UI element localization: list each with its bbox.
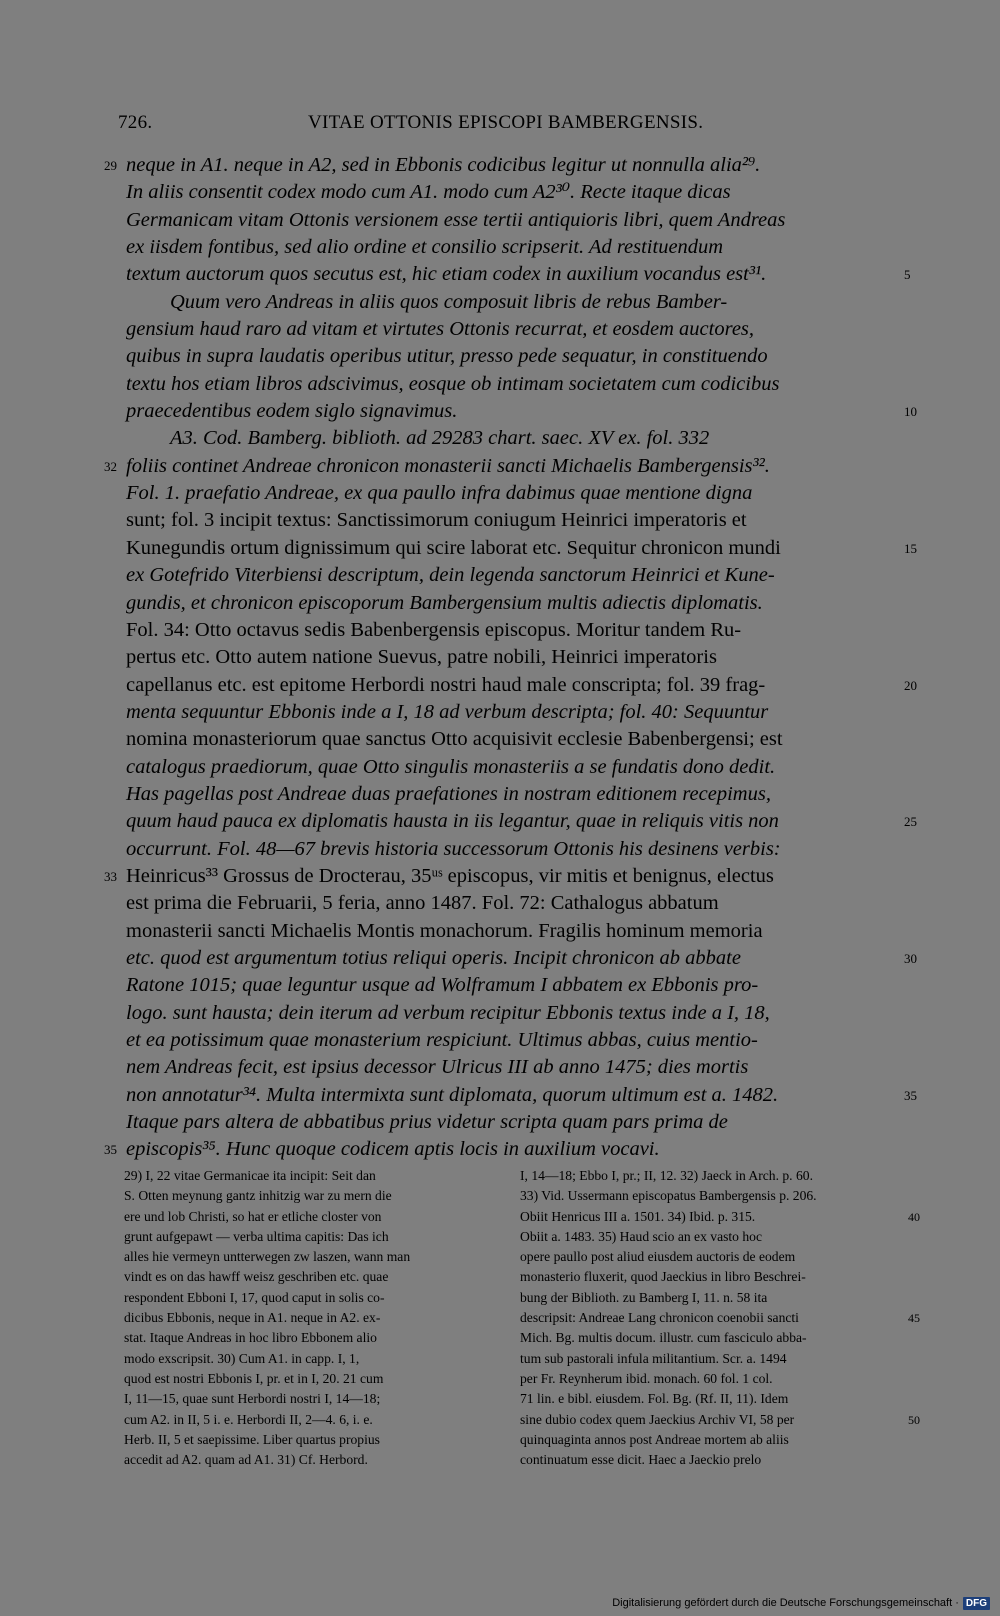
text-line-content: catalogus praediorum, quae Otto singulis monasteriis a se fundatis dono dedit. (126, 755, 776, 778)
dfg-logo: DFG (963, 1597, 990, 1610)
footnote-line: modo exscripsit. 30) Cum A1. in capp. I, 1, (124, 1350, 360, 1366)
text-line (126, 617, 900, 644)
footer-credit: Digitalisierung gefördert durch die Deutsche Forschungsgemeinschaft · (612, 1597, 959, 1609)
text-line-content: quum haud pauca ex diplomatis hausta in iis legantur, quae in reliquis vitis non (126, 810, 779, 833)
footnote-line: monasterio fluxerit, quod Jaeckius in libro Beschrei- (520, 1269, 806, 1285)
text-line (126, 562, 900, 589)
text-line (126, 1054, 900, 1081)
text-line-content: A3. Cod. Bamberg. biblioth. ad 29283 chart. saec. XV ex. fol. 332 (170, 427, 710, 450)
text-line-content: etc. quod est argumentum totius reliqui operis. Incipit chronicon ab abbate (126, 946, 741, 969)
footnote-line: cum A2. in II, 5 i. e. Herbordi II, 2—4. 6, i. e. (124, 1411, 373, 1427)
line-number: 10 (904, 404, 917, 420)
text-line-content: est prima die Februarii, 5 feria, anno 1487. Fol. 72: Cathalogus abbatum (126, 892, 719, 915)
text-line (126, 890, 900, 917)
text-line-content: sunt; fol. 3 incipit textus: Sanctissimorum coniugum Heinrici imperatoris et (126, 509, 747, 532)
footnote-line: continuatum esse dicit. Haec a Jaeckio prelo (520, 1452, 762, 1468)
text-line-content: occurrunt. Fol. 48—67 brevis historia successorum Ottonis his desinens verbis: (126, 837, 781, 860)
line-number: 35 (904, 1087, 917, 1103)
text-line (126, 972, 900, 999)
footnote-line: vindt es on das hawff weisz geschriben etc. quae (124, 1269, 389, 1285)
footnote-line: opere paullo post aliud eiusdem auctoris de eodem (520, 1249, 796, 1265)
text-line (126, 234, 900, 261)
text-line (126, 261, 911, 288)
text-line-content: et ea potissimum quae monasterium respiciunt. Ultimus abbas, cuius mentio- (126, 1029, 758, 1051)
margin-note-ref: 32 (104, 458, 117, 474)
footnotes-left-column (124, 1166, 504, 1470)
text-line (126, 425, 900, 452)
text-line (126, 945, 917, 972)
line-number: 30 (904, 950, 917, 966)
text-line-content: gundis, et chronicon episcoporum Bambergensium multis adiectis diplomatis. (126, 591, 763, 614)
text-line (126, 316, 900, 343)
footnote-line: dicibus Ebbonis, neque in A1. neque in A2. ex- (124, 1310, 381, 1326)
text-line-content: Heinricus³³ Grossus de Drocterau, 35ᵘˢ episcopus, vir mitis et benignus, electus (126, 864, 774, 887)
text-line (126, 781, 900, 808)
footnote-line-number: 45 (908, 1311, 920, 1326)
footnotes (124, 1166, 920, 1476)
text-line (126, 1109, 900, 1136)
text-line (126, 1082, 917, 1109)
text-line-content: foliis continet Andreae chronicon monasterii sancti Michaelis Bambergensis³². (126, 454, 770, 477)
text-line (126, 699, 900, 726)
margin-note-ref: 35 (104, 1142, 117, 1158)
text-line (126, 918, 900, 945)
footnote-line: descripsit: Andreae Lang chronicon coenobii sancti (520, 1310, 799, 1326)
text-line-content: Has pagellas post Andreae duas praefationes in nostram editionem recepimus, (126, 782, 771, 805)
text-line (126, 343, 900, 370)
footnote-line: Herb. II, 5 et saepissime. Liber quartus propius (124, 1431, 380, 1447)
footnote-line-number: 40 (908, 1209, 920, 1224)
line-number: 5 (904, 267, 911, 283)
footnote-line: alles hie vermeyn untterwegen zw laszen, wann man (124, 1249, 411, 1265)
text-line-content: Ratone 1015; quae leguntur usque ad Wolframum I abbatem ex Ebbonis pro- (126, 974, 759, 997)
text-line (126, 207, 900, 234)
text-line-content: Quum vero Andreas in aliis quos composuit libris de rebus Bamber- (170, 290, 728, 313)
text-line (126, 507, 900, 534)
footnote-line: sine dubio codex quem Jaeckius Archiv VI, 58 per (520, 1411, 795, 1427)
footnote-line: quinquaginta annos post Andreae mortem ab aliis (520, 1431, 789, 1447)
footnote-line: Obiit Henricus III a. 1501. 34) Ibid. p. 315. (520, 1208, 756, 1224)
page-number: 726. (118, 112, 153, 133)
text-line-content: textu hos etiam libros adscivimus, eosque ob intimam societatem cum codicibus (126, 372, 780, 395)
line-number: 25 (904, 814, 917, 830)
text-line-content: quibus in supra laudatis operibus utitur, presso pede sequatur, in constituendo (126, 345, 768, 368)
text-line-content: ex Gotefrido Viterbiensi descriptum, dein legenda sanctorum Heinrici et Kune- (126, 564, 775, 587)
text-line-content: neque in A1. neque in A2, sed in Ebbonis codicibus legitur ut nonnulla alia²⁹. (126, 154, 761, 176)
text-line (126, 1027, 900, 1054)
footnote-line: quod est nostri Ebbonis I, pr. et in I, 20. 21 cum (124, 1370, 384, 1386)
footnote-line: grunt aufgepawt — verba ultima capitis: Das ich (124, 1228, 389, 1244)
footnote-line: 33) Vid. Ussermann episcopatus Bambergensis p. 206. (520, 1188, 817, 1204)
footnote-line: bung der Biblioth. zu Bamberg I, 11. n. 58 ita (520, 1289, 768, 1305)
footnote-line: I, 14—18; Ebbo I, pr.; II, 12. 32) Jaeck in Arch. p. 60. (520, 1168, 813, 1183)
text-line-content: textum auctorum quos secutus est, hic etiam codex in auxilium vocandus est³¹. (126, 263, 767, 286)
text-line (126, 289, 900, 316)
footnote-line: S. Otten meynung gantz inhitzig war zu mern die (124, 1188, 392, 1204)
line-number: 20 (904, 677, 917, 693)
text-line (126, 754, 900, 781)
footnote-line: ere und lob Christi, so hat er etliche closter von (124, 1208, 382, 1224)
text-line (126, 179, 900, 206)
text-line (126, 535, 917, 562)
footnote-line: stat. Itaque Andreas in hoc libro Ebbonem alio (124, 1330, 377, 1346)
text-line-content: non annotatur³⁴. Multa intermixta sunt diplomata, quorum ultimum est a. 1482. (126, 1083, 779, 1106)
margin-note-ref: 29 (104, 158, 117, 173)
footnote-line: per Fr. Reynherum ibid. monach. 60 fol. 1 col. (520, 1370, 773, 1386)
text-line (126, 836, 900, 863)
text-line (126, 1000, 900, 1027)
text-line-content: ex iisdem fontibus, sed alio ordine et consilio scripserit. Ad restituendum (126, 236, 724, 259)
text-line-content: episcopis³⁵. Hunc quoque codicem aptis locis in auxilium vocavi. (126, 1138, 660, 1161)
running-header (118, 112, 900, 140)
text-line-content: menta sequuntur Ebbonis inde a I, 18 ad verbum descripta; fol. 40: Sequuntur (126, 700, 769, 723)
footnote-line: respondent Ebboni I, 17, quod caput in solis co- (124, 1289, 385, 1305)
text-line-content: gensium haud raro ad vitam et virtutes Ottonis recurrat, et eosdem auctores, (126, 318, 755, 341)
text-line (126, 644, 900, 671)
text-line (104, 863, 900, 890)
text-line-content: capellanus etc. est epitome Herbordi nostri haud male conscripta; fol. 39 frag- (126, 673, 766, 696)
running-title: VITAE OTTONIS EPISCOPI BAMBERGENSIS. (308, 112, 704, 133)
footnotes-right-column (520, 1166, 900, 1470)
footnote-line: accedit ad A2. quam ad A1. 31) Cf. Herbord. (124, 1452, 368, 1468)
text-line (126, 371, 900, 398)
text-line-content: Itaque pars altera de abbatibus prius videtur scripta quam pars prima de (126, 1111, 728, 1134)
text-line-content: nomina monasteriorum quae sanctus Otto acquisivit ecclesie Babenbergensi; est (126, 728, 783, 751)
margin-note-ref: 33 (104, 868, 117, 884)
text-line-content: nem Andreas fecit, est ipsius decessor Ulricus III ab anno 1475; dies mortis (126, 1056, 749, 1079)
text-line (126, 590, 900, 617)
text-line-content: praecedentibus eodem siglo signavimus. (126, 400, 458, 423)
text-line-content: Fol. 1. praefatio Andreae, ex qua paullo infra dabimus quae mentione digna (126, 482, 753, 505)
footnote-line: Obiit a. 1483. 35) Haud scio an ex vasto hoc (520, 1228, 762, 1244)
footnote-line: 71 lin. e bibl. eiusdem. Fol. Bg. (Rf. II, 11). Idem (520, 1391, 789, 1407)
text-line (104, 453, 900, 480)
main-text (104, 152, 917, 1164)
text-line (126, 808, 917, 835)
footnote-line-number: 50 (908, 1412, 920, 1427)
text-line (126, 480, 900, 507)
footnote-line: tum sub pastorali infula militantium. Scr. a. 1494 (520, 1350, 787, 1366)
text-line-content: Germanicam vitam Ottonis versionem esse tertii antiquioris libri, quem Andreas (126, 208, 786, 231)
footnote-line: 29) I, 22 vitae Germanicae ita incipit: Seit dan (124, 1168, 376, 1183)
text-line (126, 398, 917, 425)
text-line (104, 1136, 900, 1163)
text-line (126, 726, 900, 753)
text-line-content: pertus etc. Otto autem natione Suevus, patre nobili, Heinrici imperatoris (126, 646, 717, 669)
text-line-content: Fol. 34: Otto octavus sedis Babenbergensis episcopus. Moritur tandem Ru- (126, 618, 742, 641)
text-line-content: In aliis consentit codex modo cum A1. modo cum A2³⁰. Recte itaque dicas (126, 181, 731, 204)
text-line (126, 672, 917, 699)
text-line (104, 152, 900, 179)
line-number: 15 (904, 540, 917, 556)
digitization-footer (612, 1596, 990, 1610)
footnote-line: Mich. Bg. multis docum. illustr. cum fasciculo abba- (520, 1330, 807, 1346)
text-line-content: monasterii sancti Michaelis Montis monachorum. Fragilis hominum memoria (126, 919, 763, 942)
text-line-content: logo. sunt hausta; dein iterum ad verbum recipitur Ebbonis textus inde a I, 18, (126, 1001, 770, 1024)
footnote-line: I, 11—15, quae sunt Herbordi nostri I, 14—18; (124, 1391, 381, 1407)
text-line-content: Kunegundis ortum dignissimum qui scire laborat etc. Sequitur chronicon mundi (126, 536, 781, 559)
